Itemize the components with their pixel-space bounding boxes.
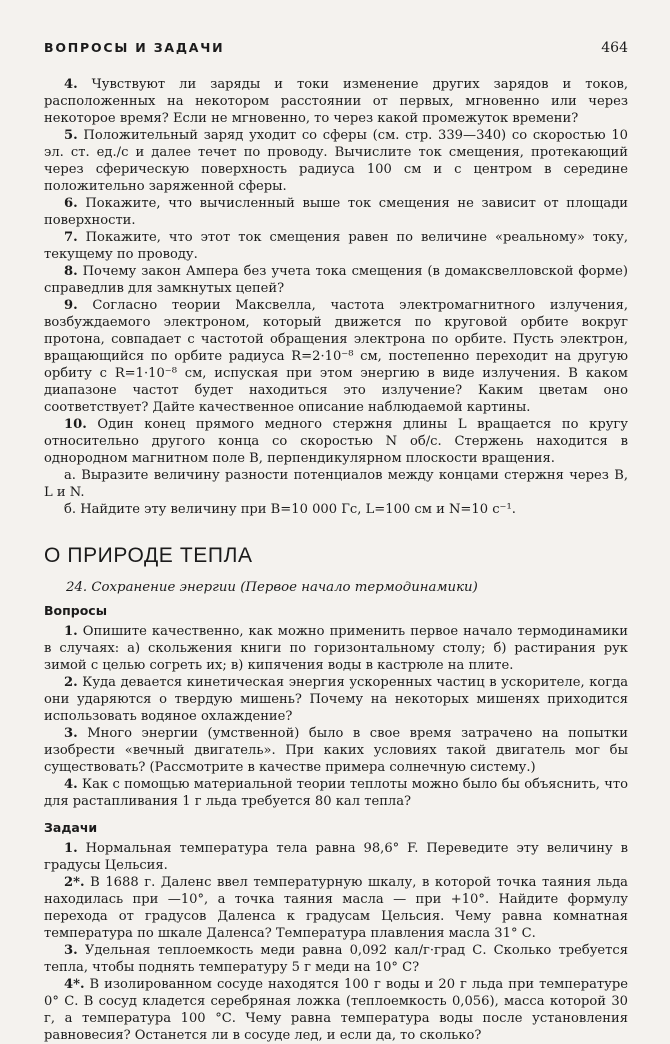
tasks-heading: Задачи	[44, 820, 98, 835]
problem-subitem: а. Выразите величину разности потенциалов между концами стержня через B, L и N.	[44, 468, 628, 500]
task-list	[44, 840, 628, 1044]
question-list	[44, 623, 628, 810]
problem-list-top	[44, 76, 628, 518]
question-item: 2. Куда девается кинетическая энергия ускоренных частиц в ускорителе, когда они ударяются о твердую мишень? Почему на некоторых мишенях приходится использовать водяное охлаждение?	[44, 675, 628, 724]
page-number: 464	[601, 40, 628, 56]
running-head: ВОПРОСЫ И ЗАДАЧИ	[44, 40, 225, 55]
problem-item: 10. Один конец прямого медного стержня длины L вращается по кругу относительно другого конца со скоростью N об/с. Стержень находится в однородном магнитном поле B, перпендикулярном плоскости вращения.	[44, 417, 628, 466]
problem-item: 4. Чувствуют ли заряды и токи изменение других зарядов и токов, расположенных на некотором расстоянии от первых, мгновенно или через некоторое время? Если не мгновенно, то через какой промежуток времени?	[44, 77, 628, 126]
problem-item: 9. Согласно теории Максвелла, частота электромагнитного излучения, возбуждаемого электроном, который движется по круговой орбите вокруг протона, совпадает с частотой обращения электрона по орбите. Пусть электрон, вращающийся по орбите радиуса R=2·10⁻⁸ см, постепенно переходит на другую орбиту с R=1·10⁻⁸ см, испуская при этом энергию в виде излучения. В каком диапазоне частот будет находиться это излучение? Каким цветам оно соответствует? Дайте качественное описание наблюдаемой картины.	[44, 298, 628, 415]
question-item: 4. Как с помощью материальной теории теплоты можно было бы объяснить, что для растапливания 1 г льда требуется 80 кал тепла?	[44, 777, 628, 809]
problem-item: 8. Почему закон Ампера без учета тока смещения (в домаксвелловской форме) справедлив для замкнутых цепей?	[44, 264, 628, 296]
question-item: 3. Много энергии (умственной) было в свое время затрачено на попытки изобрести «вечный двигатель». При каких условиях такой двигатель мог бы существовать? (Рассмотрите в качестве примера солнечную систему.)	[44, 726, 628, 775]
questions-heading: Вопросы	[44, 603, 108, 618]
task-item: 2*. В 1688 г. Даленс ввел температурную шкалу, в которой точка таяния льда находилась при —10°, а точка таяния масла — при +10°. Найдите формулу перехода от градусов Даленса к градусам Цельсия. Чему равна комнатная температура по шкале Даленса? Температура плавления масла 31° С.	[44, 875, 628, 941]
chapter-title: О ПРИРОДЕ ТЕПЛА	[44, 544, 253, 567]
task-item: 1. Нормальная температура тела равна 98,6° F. Переведите эту величину в градусы Цельсия.	[44, 841, 628, 873]
problem-item: 6. Покажите, что вычисленный выше ток смещения не зависит от площади поверхности.	[44, 196, 628, 228]
problem-subitem: б. Найдите эту величину при B=10 000 Гс, L=100 см и N=10 с⁻¹.	[64, 502, 516, 517]
question-item: 1. Опишите качественно, как можно применить первое начало термодинамики в случаях: а) скольжения книги по горизонтальному столу; б) растирания рук зимой с целью согреть их; в) кипячения воды в кастрюле на плите.	[44, 624, 628, 673]
task-item: 4*. В изолированном сосуде находятся 100 г воды и 20 г льда при температуре 0° С. В сосуд кладется серебряная ложка (теплоемкость 0,056), масса которой 30 г, а температура 100 °С. Чему равна температура воды после установления равновесия? Останется ли в сосуде лед, и если да, то сколько?	[44, 977, 628, 1043]
problem-item: 7. Покажите, что этот ток смещения равен по величине «реальному» току, текущему по проводу.	[44, 230, 628, 262]
problem-item: 5. Положительный заряд уходит со сферы (см. стр. 339—340) со скоростью 10 эл. ст. ед./с и далее течет по проводу. Вычислите ток смещения, протекающий через сферическую поверхность радиуса 100 см и с центром в середине положительно заряженной сферы.	[44, 128, 628, 194]
task-item: 3. Удельная теплоемкость меди равна 0,092 кал/г·град С. Сколько требуется тепла, чтобы поднять температуру 5 г меди на 10° С?	[44, 943, 628, 975]
section-title: 24. Сохранение энергии (Первое начало термодинамики)	[66, 580, 478, 595]
page-header	[44, 40, 628, 56]
